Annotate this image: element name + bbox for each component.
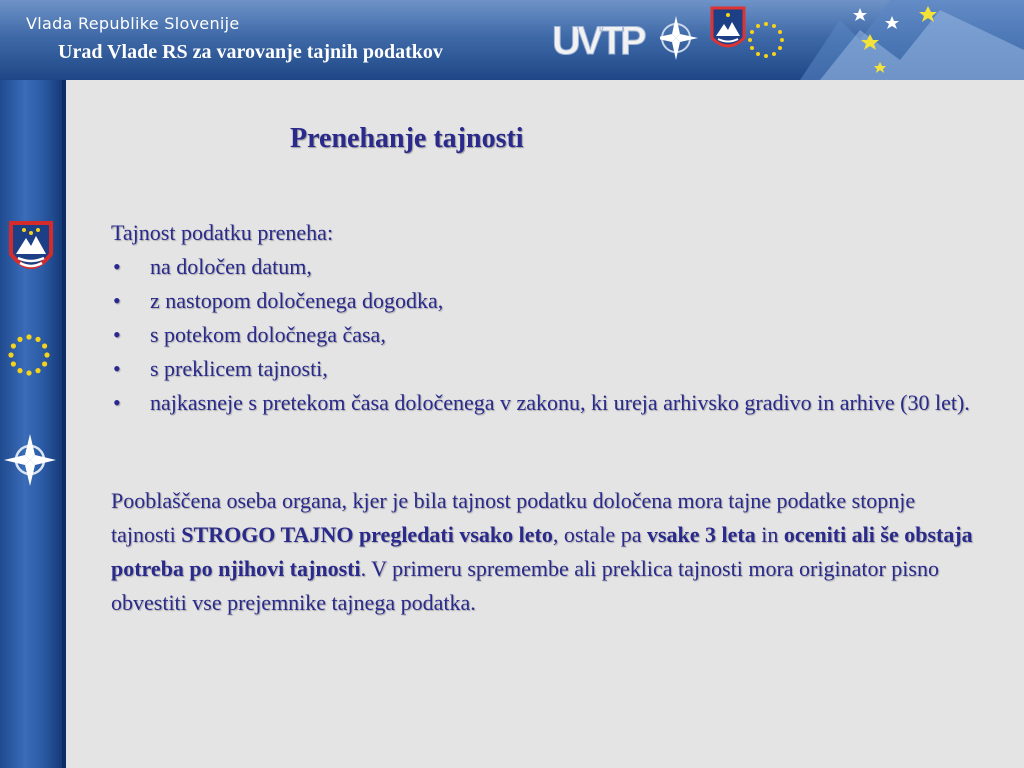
bullet-marker: •	[113, 390, 121, 415]
bullet-marker: •	[113, 288, 121, 313]
body-paragraph	[111, 484, 981, 620]
bullet-text: najkasneje s pretekom časa določenega v zakonu, ki ureja arhivsko gradivo in arhive (30 let).	[150, 390, 970, 415]
paragraph-text: , ostale pa	[552, 522, 647, 547]
nato-small-icon	[660, 16, 698, 60]
list-item	[111, 254, 971, 280]
bullet-text: z nastopom določenega dogodka,	[150, 288, 444, 313]
slide-title: Prenehanje tajnosti	[290, 123, 524, 154]
paragraph-text: in	[755, 522, 784, 547]
eu-stars-small-icon	[748, 22, 784, 58]
intro-text: Tajnost podatku preneha:	[111, 220, 334, 245]
uvtp-logo-icon	[548, 8, 648, 68]
bullet-text: s potekom določnega časa,	[150, 322, 386, 347]
government-name: Vlada Republike Slovenije	[26, 14, 240, 33]
bullet-marker: •	[113, 356, 121, 381]
header-decoration-art	[660, 0, 1024, 80]
eu-stars-icon	[4, 330, 54, 380]
paragraph-text: Pooblaščena oseba organa, kjer je bila tajnost podatku določena mora tajne podatke stopnje tajnosti	[111, 488, 916, 547]
bullet-list	[111, 254, 971, 424]
list-item	[111, 356, 971, 382]
list-item	[111, 390, 971, 416]
paragraph-bold-text: oceniti ali še obstaja potreba po njihovi tajnosti	[111, 522, 973, 581]
nato-compass-icon	[2, 432, 58, 488]
paragraph-bold-text: STROGO TAJNO pregledati vsako leto	[181, 522, 553, 547]
list-item	[111, 322, 971, 348]
slide-content-area	[66, 80, 1024, 768]
header-banner	[0, 0, 1024, 80]
bullet-text: na določen datum,	[150, 254, 312, 279]
bullet-marker: •	[113, 322, 121, 347]
paragraph-text: . V primeru spremembe ali preklica tajnosti mora originator pisno obvestiti vse prejemnike tajnega podatka.	[111, 556, 939, 615]
office-name: Urad Vlade RS za varovanje tajnih podatkov	[58, 41, 443, 63]
slovenia-arms-small-icon	[712, 8, 744, 46]
uvtp-logo-text: UVTP	[552, 19, 643, 63]
bullet-marker: •	[113, 254, 121, 279]
paragraph-bold-text: vsake 3 leta	[646, 522, 756, 547]
bullet-text: s preklicem tajnosti,	[150, 356, 328, 381]
list-item	[111, 288, 971, 314]
slovenia-coat-of-arms-icon	[8, 220, 54, 280]
left-sidebar-band	[0, 80, 62, 768]
